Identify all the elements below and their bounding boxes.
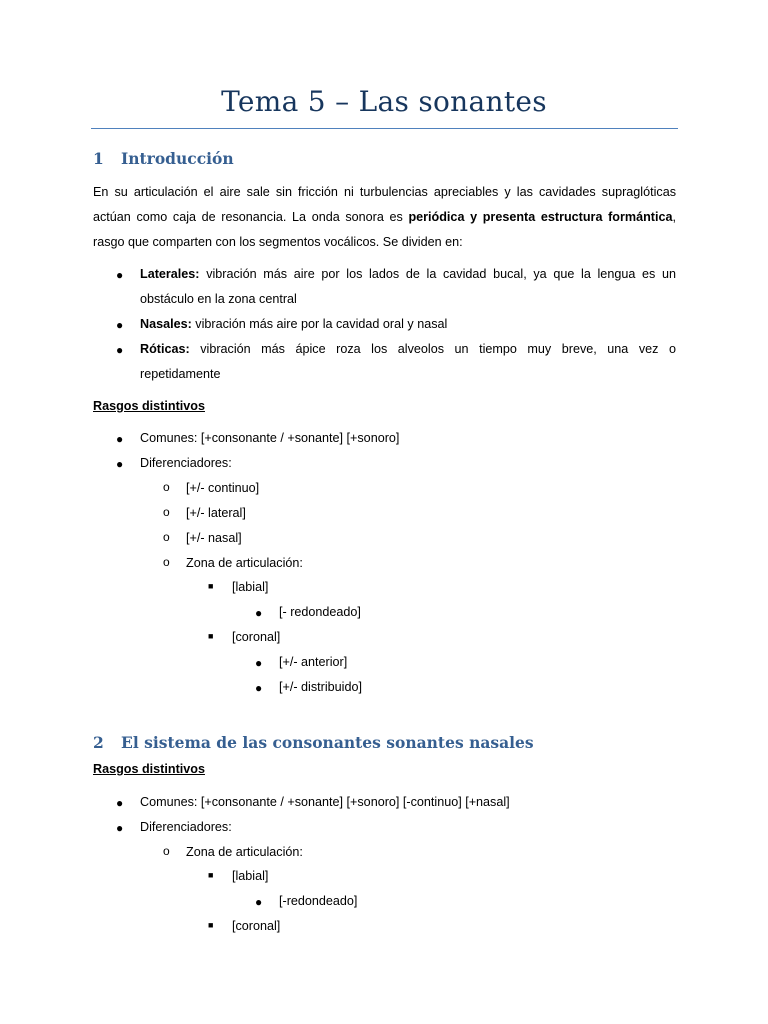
redondeado-item: [- redondeado] [279,605,361,619]
circle-bullet-icon: o [163,530,170,544]
section-2-heading [93,733,534,752]
circle-bullet-icon: o [163,844,170,858]
circle-bullet-icon: o [163,555,170,569]
bullet-icon: ● [116,268,124,282]
bullet-icon: ● [255,656,263,670]
redondeado-item-2: [-redondeado] [279,894,358,908]
section-1-heading [93,149,234,168]
intro-line-3: rasgo que comparten con los segmentos vocálicos. Se dividen en: [93,235,463,249]
desc-roticas: vibración más ápice roza los alveolos un tiempo muy breve, una vez o [189,342,676,356]
title-underline [91,128,678,129]
section-1-title: Introducción [121,149,234,168]
section-1-number: 1 [93,149,104,168]
bullet-icon: ● [116,432,124,446]
intro-emphasis: periódica y presenta estructura formántica [408,210,673,224]
coronal-item-2: [coronal] [232,919,281,933]
list-item-laterales [140,262,676,312]
square-bullet-icon: ■ [208,870,214,880]
laterales-line-2: obstáculo en la zona central [140,292,297,306]
square-bullet-icon: ■ [208,581,214,591]
diferenciadores-item-2: Diferenciadores: [140,820,232,834]
square-bullet-icon: ■ [208,631,214,641]
intro-line-1: En su articulación el aire sale sin fricción ni turbulencias apreciables y las cavidades supraglóticas [93,185,676,199]
desc-laterales: vibración más aire por los lados de la cavidad bucal, ya que la lengua es un [199,267,676,281]
zona-item-2: Zona de articulación: [186,845,303,859]
sub-item-nasal: [+/- nasal] [186,531,242,545]
list-item-roticas [140,337,676,387]
bullet-icon: ● [255,606,263,620]
rasgos-distintivos-heading-2: Rasgos distintivos [93,762,205,776]
term-nasales: Nasales: [140,317,192,331]
laterales-line-1 [140,262,676,287]
roticas-line-2: repetidamente [140,367,221,381]
labial-item: [labial] [232,580,269,594]
bullet-icon: ● [255,895,263,909]
intro-line-2 [93,205,676,230]
labial-item-2: [labial] [232,869,269,883]
diferenciadores-item: Diferenciadores: [140,456,232,470]
distribuido-item: [+/- distribuido] [279,680,362,694]
comunes-item-2: Comunes: [+consonante / +sonante] [+sonoro] [-continuo] [+nasal] [140,795,510,809]
term-laterales: Laterales: [140,267,200,281]
sub-item-zona: Zona de articulación: [186,556,303,570]
anterior-item: [+/- anterior] [279,655,348,669]
circle-bullet-icon: o [163,480,170,494]
coronal-item: [coronal] [232,630,281,644]
intro-line-2-comma: , [672,210,676,224]
document-title: Tema 5 – Las sonantes [221,85,547,118]
circle-bullet-icon: o [163,505,170,519]
bullet-icon: ● [116,821,124,835]
section-2-title: El sistema de las consonantes sonantes nasales [121,733,534,752]
term-roticas: Róticas: [140,342,190,356]
intro-paragraph [93,180,676,255]
list-item-nasales [140,312,447,337]
bullet-icon: ● [116,796,124,810]
bullet-icon: ● [116,318,124,332]
roticas-line-1 [140,337,676,362]
square-bullet-icon: ■ [208,920,214,930]
bullet-icon: ● [116,343,124,357]
rasgos-distintivos-heading: Rasgos distintivos [93,399,205,413]
bullet-icon: ● [116,457,124,471]
sub-item-continuo: [+/- continuo] [186,481,260,495]
sub-item-lateral: [+/- lateral] [186,506,246,520]
comunes-item: Comunes: [+consonante / +sonante] [+sonoro] [140,431,400,445]
desc-nasales: vibración más aire por la cavidad oral y nasal [191,317,448,331]
section-2-number: 2 [93,733,104,752]
intro-line-2-text: actúan como caja de resonancia. La onda sonora es [93,210,409,224]
bullet-icon: ● [255,681,263,695]
